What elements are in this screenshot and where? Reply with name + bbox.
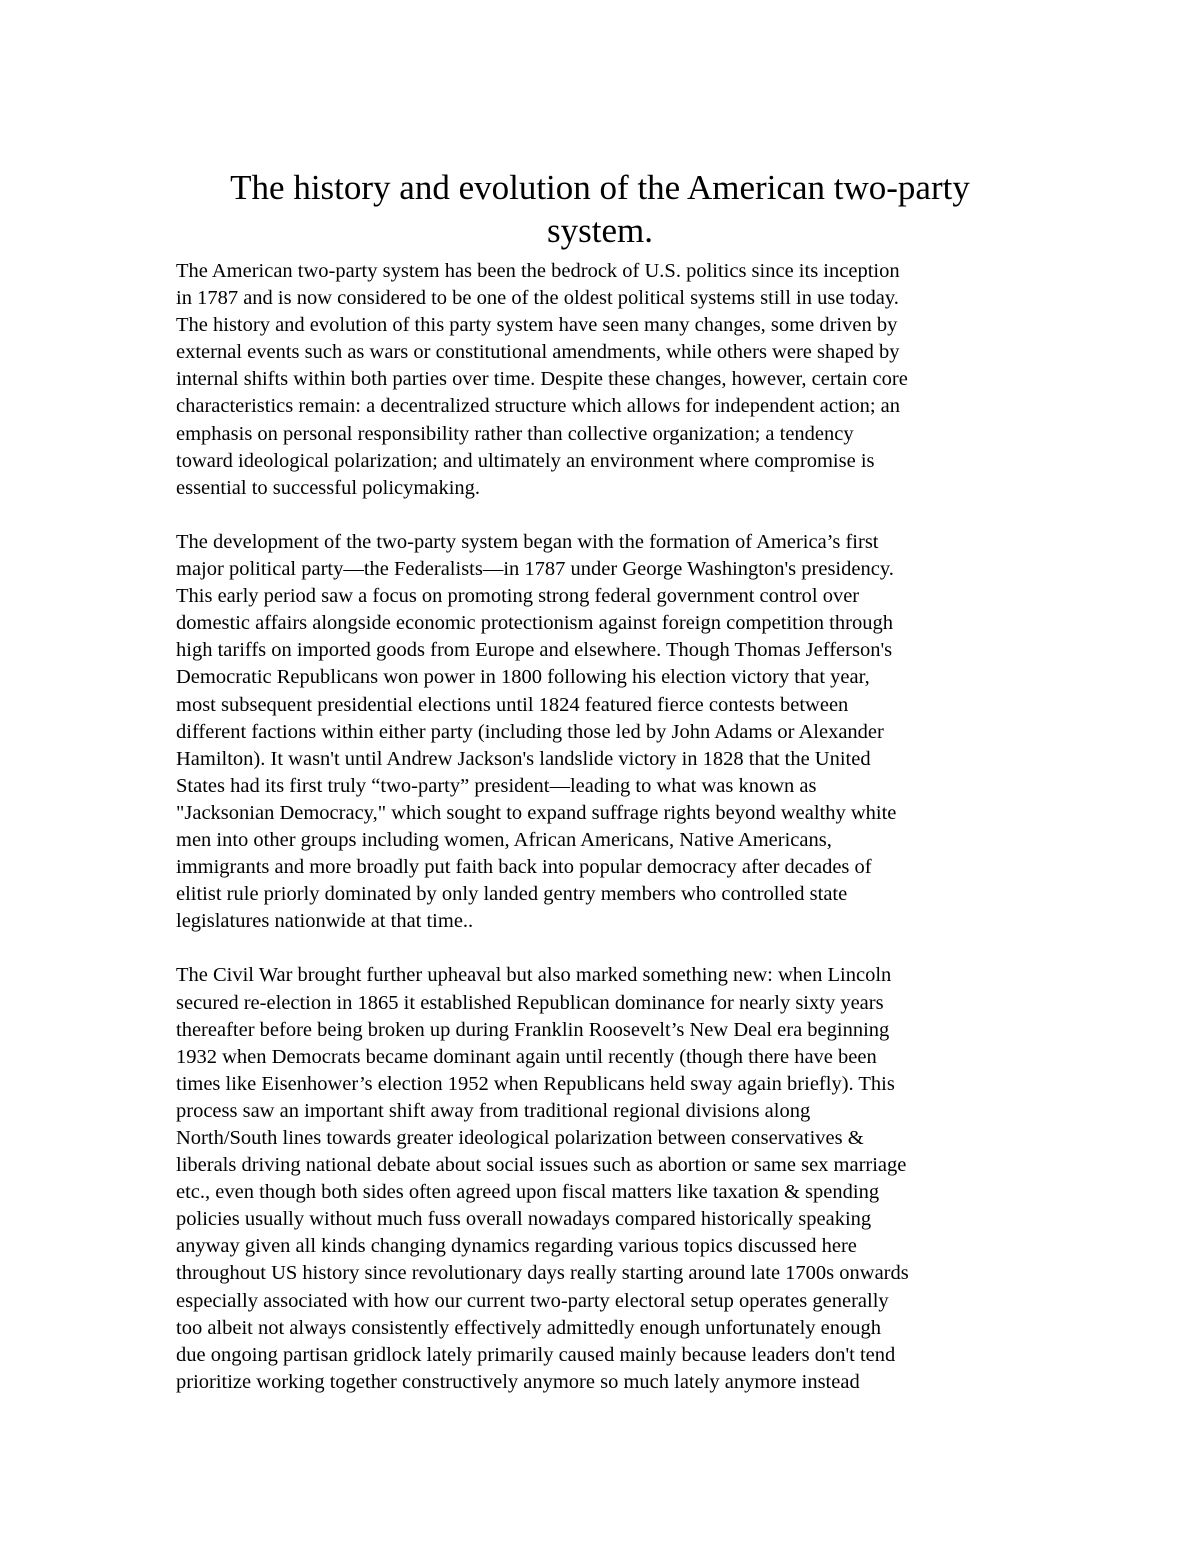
text-line: different factions within either party (including those led by John Adams or Alexander (176, 720, 884, 743)
text-line: The Civil War brought further upheaval but also marked something new: when Lincoln (176, 964, 892, 987)
text-line: policies usually without much fuss overall nowadays compared historically speaking (176, 1208, 872, 1231)
text-line: characteristics remain: a decentralized structure which allows for independent action; an (176, 395, 901, 418)
text-line: too albeit not always consistently effectively admittedly enough unfortunately enough (176, 1316, 881, 1339)
text-line: high tariffs on imported goods from Europe and elsewhere. Though Thomas Jefferson's (176, 639, 893, 662)
text-line: immigrants and more broadly put faith back into popular democracy after decades of (176, 856, 872, 879)
text-line: major political party—the Federalists—in 1787 under George Washington's presidency. (176, 558, 894, 581)
text-line: internal shifts within both parties over time. Despite these changes, however, certain core (176, 368, 908, 391)
text-line: most subsequent presidential elections until 1824 featured fierce contests between (176, 693, 849, 716)
text-line: times like Eisenhower’s election 1952 when Republicans held sway again briefly). This (176, 1072, 895, 1095)
text-line: The development of the two-party system began with the formation of America’s first (176, 530, 879, 553)
document-body (176, 258, 1036, 1423)
text-line: especially associated with how our current two-party electoral setup operates generally (176, 1289, 889, 1312)
text-line: etc., even though both sides often agreed upon fiscal matters like taxation & spending (176, 1181, 880, 1204)
text-line: essential to successful policymaking. (176, 476, 481, 499)
text-line: elitist rule priorly dominated by only landed gentry members who controlled state (176, 883, 848, 906)
paragraph-3 (176, 962, 1036, 1396)
title-line: The history and evolution of the American two-party (230, 168, 970, 207)
text-line: men into other groups including women, African Americans, Native Americans, (176, 828, 832, 851)
text-line: thereafter before being broken up during Franklin Roosevelt’s New Deal era beginning (176, 1018, 890, 1041)
text-line: throughout US history since revolutionary days really starting around late 1700s onwards (176, 1262, 909, 1285)
text-line: toward ideological polarization; and ultimately an environment where compromise is (176, 449, 875, 472)
text-line: due ongoing partisan gridlock lately primarily caused mainly because leaders don't tend (176, 1343, 896, 1366)
title-line: system. (547, 211, 653, 250)
text-line: Democratic Republicans won power in 1800 following his election victory that year, (176, 666, 870, 689)
text-line: prioritize working together constructively anymore so much lately anymore instead (176, 1370, 860, 1393)
text-line: external events such as wars or constitutional amendments, while others were shaped by (176, 341, 900, 364)
page-title (176, 166, 1024, 252)
text-line: This early period saw a focus on promoting strong federal government control over (176, 585, 860, 608)
text-line: 1932 when Democrats became dominant again until recently (though there have been (176, 1045, 877, 1068)
paragraph-2 (176, 529, 1036, 935)
text-line: process saw an important shift away from traditional regional divisions along (176, 1099, 811, 1122)
text-line: The history and evolution of this party system have seen many changes, some driven by (176, 314, 898, 337)
text-line: North/South lines towards greater ideological polarization between conservatives & (176, 1127, 864, 1149)
text-line: The American two-party system has been the bedrock of U.S. politics since its inception (176, 260, 900, 282)
text-line: legislatures nationwide at that time.. (176, 910, 474, 933)
paragraph-1 (176, 258, 1036, 502)
text-line: anyway given all kinds changing dynamics regarding various topics discussed here (176, 1235, 857, 1258)
text-line: States had its first truly “two-party” president—leading to what was known as (176, 774, 817, 797)
text-line: liberals driving national debate about social issues such as abortion or same sex marriage (176, 1154, 907, 1177)
text-line: in 1787 and is now considered to be one of the oldest political systems still in use today. (176, 287, 899, 310)
text-line: domestic affairs alongside economic protectionism against foreign competition through (176, 612, 893, 635)
text-line: Hamilton). It wasn't until Andrew Jackson's landslide victory in 1828 that the United (176, 747, 871, 770)
text-line: secured re-election in 1865 it established Republican dominance for nearly sixty years (176, 991, 884, 1014)
text-line: emphasis on personal responsibility rather than collective organization; a tendency (176, 422, 854, 445)
text-line: "Jacksonian Democracy," which sought to expand suffrage rights beyond wealthy white (176, 801, 897, 824)
